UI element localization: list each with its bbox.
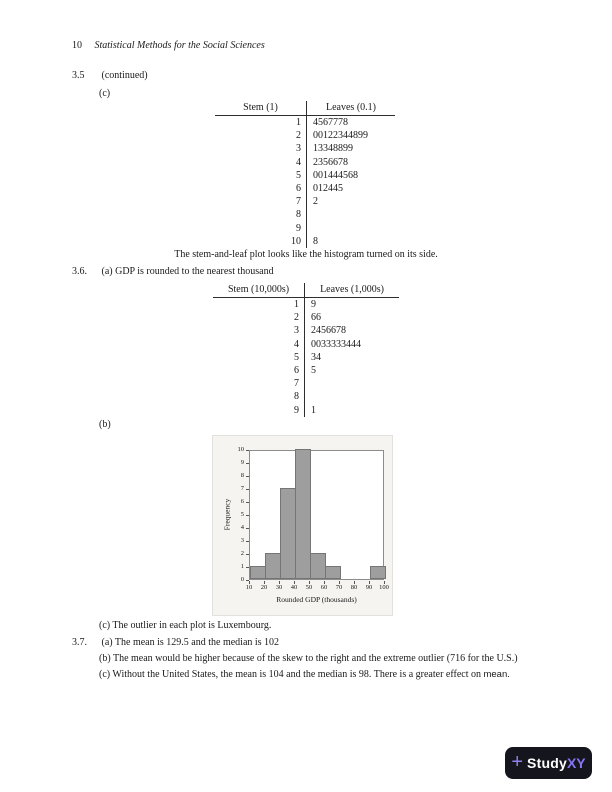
x-tick-mark (354, 581, 355, 584)
histogram-bar (370, 566, 386, 579)
part-a-text: (a) GDP is rounded to the nearest thousand (101, 266, 274, 277)
table-row (213, 364, 399, 377)
y-tick-mark (246, 502, 249, 503)
leaves-cell: 012445 (313, 182, 343, 194)
table-row (213, 351, 399, 364)
y-tick-label: 10 (237, 446, 244, 453)
part-c-label: (c) (99, 88, 111, 99)
table-row (213, 324, 399, 337)
leaves-header: Leaves (1,000s) (320, 284, 384, 295)
stem-cell: 2 (215, 129, 307, 142)
leaves-cell: 34 (311, 351, 321, 363)
leaves-cell (305, 390, 399, 403)
y-tick-mark (246, 528, 249, 529)
histogram-bar (250, 566, 266, 579)
stem-cell: 4 (213, 338, 305, 351)
leaves-cell: 4567778 (313, 117, 348, 128)
y-tick-label: 9 (240, 459, 244, 466)
stem-cell: 6 (215, 182, 307, 195)
histogram-bar (295, 449, 311, 579)
part-b-label: (b) (99, 419, 111, 430)
table-row (215, 222, 395, 235)
table-row (215, 142, 395, 155)
x-tick-label: 30 (275, 584, 283, 591)
leaves-cell: 2 (313, 196, 318, 208)
leaves-cell: 13348899 (313, 143, 353, 155)
section-3-7 (72, 637, 572, 648)
stem-cell: 8 (213, 390, 305, 403)
stem-header: Stem (1) (215, 101, 307, 115)
leaves-header: Leaves (0.1) (326, 102, 376, 113)
x-tick-label: 20 (260, 584, 268, 591)
stem-leaf-table-2 (213, 283, 399, 417)
histogram-bar (280, 488, 296, 579)
y-tick-label: 1 (240, 563, 244, 570)
y-tick-mark (246, 554, 249, 555)
x-tick-label: 50 (305, 584, 313, 591)
stem-cell: 1 (215, 116, 307, 129)
stem-cell: 9 (215, 222, 307, 235)
stem-cell: 4 (215, 156, 307, 169)
stem-cell: 9 (213, 404, 305, 417)
table-row (215, 195, 395, 208)
y-tick-mark (246, 567, 249, 568)
stem-cell: 2 (213, 311, 305, 324)
leaves-cell: 0033333444 (311, 338, 361, 350)
table-row (213, 404, 399, 417)
x-tick-label: 60 (320, 584, 328, 591)
leaves-cell: 5 (311, 364, 316, 376)
y-tick-mark (246, 450, 249, 451)
stem-cell: 8 (215, 208, 307, 221)
logo-xy-text: XY (566, 755, 586, 771)
x-tick-label: 40 (290, 584, 298, 591)
x-tick-label: 100 (379, 584, 389, 591)
studyxy-logo[interactable] (505, 747, 592, 779)
x-tick-label: 70 (335, 584, 343, 591)
section-3-5 (72, 70, 572, 81)
table-header (213, 283, 399, 298)
x-tick-label: 80 (350, 584, 358, 591)
x-tick-mark (324, 581, 325, 584)
table-row (215, 156, 395, 169)
table-header (215, 101, 395, 116)
leaves-cell: 1 (311, 404, 316, 416)
table-row (215, 116, 395, 129)
leaves-cell: 00122344899 (313, 130, 368, 142)
stem-header: Stem (10,000s) (213, 283, 305, 297)
y-tick-mark (246, 463, 249, 464)
part-a-text: (a) The mean is 129.5 and the median is 102 (101, 637, 280, 648)
y-tick-mark (246, 541, 249, 542)
leaves-cell (305, 377, 399, 390)
stem-leaf-table-1 (215, 101, 395, 248)
section-number: 3.5 (72, 70, 85, 81)
x-tick-mark (369, 581, 370, 584)
table-row (213, 311, 399, 324)
y-tick-label: 3 (240, 537, 244, 544)
leaves-cell (307, 222, 395, 235)
leaves-cell (307, 208, 395, 221)
part-b-text: (b) The mean would be higher because of the skew to the right and the extreme outlier (716 for the U.S.) (99, 653, 518, 664)
table-row (213, 338, 399, 351)
part-c-emphasis: mean. (483, 669, 510, 680)
part-c-text: (c) The outlier in each plot is Luxembourg. (99, 620, 272, 631)
stem-cell: 7 (215, 195, 307, 208)
stem-cell: 1 (213, 298, 305, 311)
running-title: Statistical Methods for the Social Sciences (94, 40, 265, 51)
table-row (215, 169, 395, 182)
y-tick-label: 8 (240, 472, 244, 479)
x-tick-mark (264, 581, 265, 584)
table-row (215, 129, 395, 142)
x-tick-mark (294, 581, 295, 584)
x-tick-label: 10 (245, 584, 253, 591)
stem-cell: 7 (213, 377, 305, 390)
x-tick-mark (279, 581, 280, 584)
stem-cell: 3 (213, 324, 305, 337)
histogram-panel (212, 435, 393, 616)
y-tick-mark (246, 476, 249, 477)
section-3-6 (72, 266, 572, 277)
x-tick-mark (384, 581, 385, 584)
x-tick-mark (339, 581, 340, 584)
table-row (213, 298, 399, 311)
stem-cell: 5 (215, 169, 307, 182)
leaves-cell: 8 (313, 235, 318, 247)
histogram-bar (325, 566, 341, 579)
stem-cell: 6 (213, 364, 305, 377)
section-number: 3.6. (72, 266, 87, 277)
logo-study-text: Study (527, 755, 567, 771)
section-number: 3.7. (72, 637, 87, 648)
table-row (213, 377, 399, 390)
table-caption: The stem-and-leaf plot looks like the histogram turned on its side. (174, 249, 438, 260)
logo-wordmark (527, 755, 586, 771)
y-tick-label: 5 (240, 511, 244, 518)
y-tick-label: 0 (240, 576, 244, 583)
histogram-bar (310, 553, 326, 579)
page-number: 10 (72, 40, 82, 51)
table-body (213, 298, 399, 417)
leaves-cell: 001444568 (313, 169, 358, 181)
table-row (215, 182, 395, 195)
histogram-bar (265, 553, 281, 579)
x-tick-mark (309, 581, 310, 584)
table-row (213, 390, 399, 403)
leaves-cell: 9 (311, 299, 316, 310)
section-continued: (continued) (101, 70, 148, 81)
x-axis-label: Rounded GDP (thousands) (276, 595, 357, 604)
histogram-plot (249, 450, 384, 580)
y-tick-mark (246, 515, 249, 516)
y-tick-label: 6 (240, 498, 244, 505)
leaves-cell: 2356678 (313, 156, 348, 168)
stem-cell: 3 (215, 142, 307, 155)
running-head (72, 40, 542, 51)
part-c-text (99, 669, 599, 680)
table-body (215, 116, 395, 248)
y-tick-label: 7 (240, 485, 244, 492)
y-tick-label: 2 (240, 550, 244, 557)
x-tick-label: 90 (365, 584, 373, 591)
y-tick-mark (246, 489, 249, 490)
plus-icon: + (511, 751, 524, 773)
stem-cell: 10 (215, 235, 307, 248)
part-c-main: (c) Without the United States, the mean is 104 and the median is 98. There is a greater effect on (99, 669, 484, 680)
y-tick-label: 4 (240, 524, 244, 531)
stem-cell: 5 (213, 351, 305, 364)
leaves-cell: 2456678 (311, 325, 346, 337)
table-row (215, 235, 395, 248)
y-axis-label: Frequency (222, 498, 232, 531)
x-tick-mark (249, 581, 250, 584)
table-row (215, 208, 395, 221)
leaves-cell: 66 (311, 312, 321, 324)
